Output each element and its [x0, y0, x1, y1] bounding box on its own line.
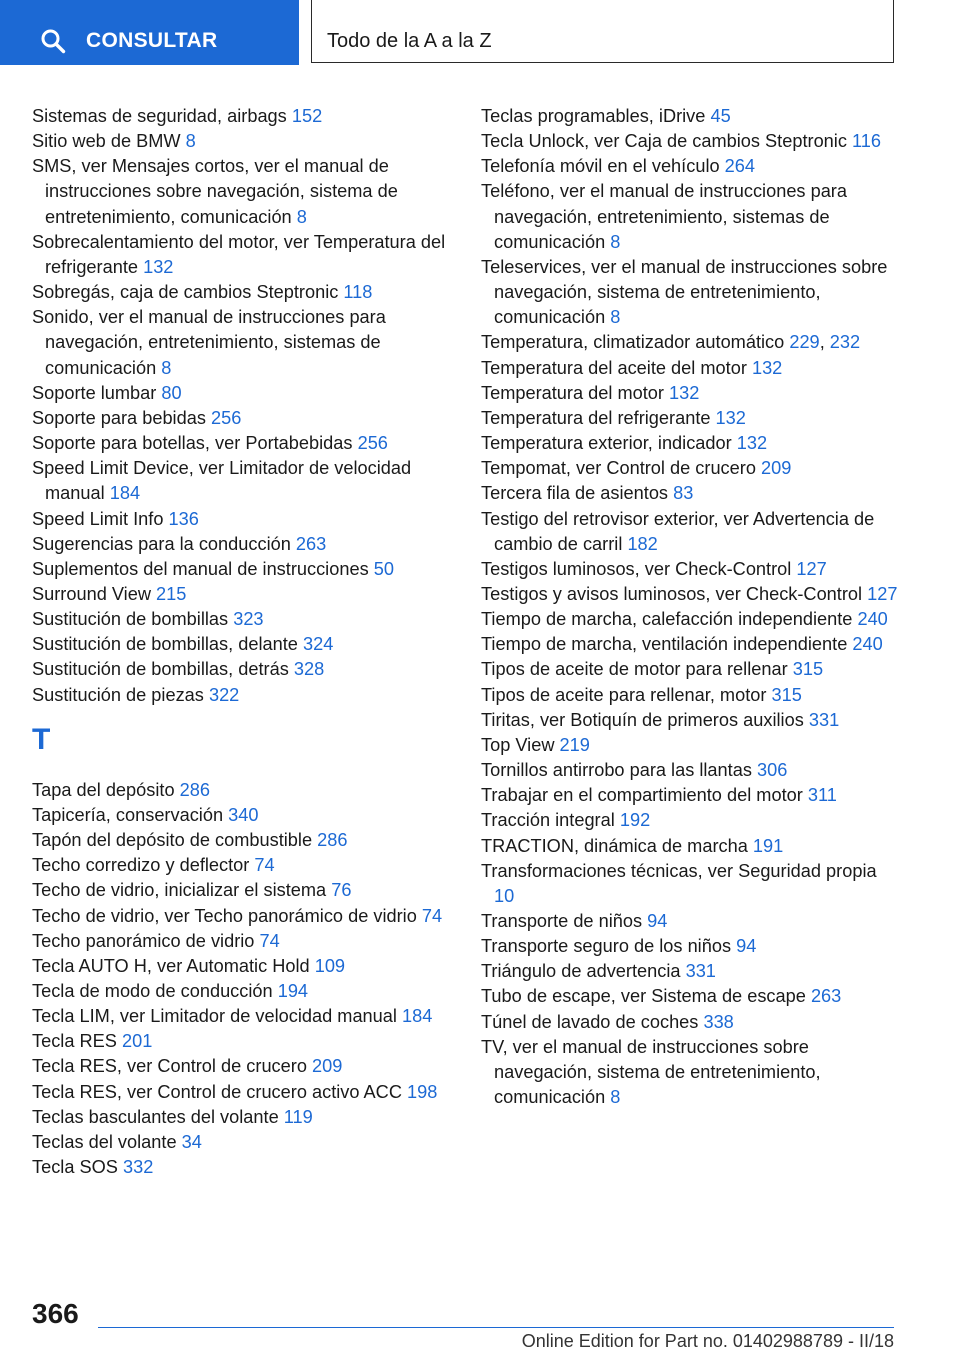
entry-text: Tracción integral — [481, 810, 615, 831]
index-entry — [481, 1035, 901, 1110]
index-entry — [32, 532, 452, 557]
index-entry — [32, 1029, 452, 1054]
index-group-s — [32, 104, 452, 708]
index-entry — [481, 255, 901, 330]
index-entry — [481, 708, 901, 733]
page-link[interactable]: 191 — [752, 835, 784, 856]
entry-text: Tiempo de marcha, calefacción independiente — [481, 609, 853, 630]
page-link[interactable]: 338 — [703, 1011, 734, 1032]
page-link[interactable]: 34 — [181, 1131, 202, 1152]
page-link[interactable]: 83 — [673, 483, 694, 504]
consultar-tab-label: CONSULTAR — [86, 29, 218, 52]
page-link[interactable]: 8 — [185, 131, 196, 152]
entry-text: Teléfono, ver el manual de instrucciones para navegación, entretenimiento, sistemas de comunicación — [481, 181, 847, 252]
index-entry — [32, 1155, 452, 1180]
entry-text: Sistemas de seguridad, airbags — [32, 106, 287, 126]
entry-text: Tiempo de marcha, ventilación independiente — [481, 634, 848, 655]
entry-text: Telefonía móvil en el vehículo — [481, 156, 720, 177]
entry-text: Testigos luminosos, ver Check-Control — [481, 558, 792, 579]
page-link[interactable]: 132 — [736, 433, 768, 454]
entry-text: Sustitución de bombillas — [32, 609, 229, 630]
entry-text: Sustitución de piezas — [32, 684, 204, 705]
page-link[interactable]: 311 — [807, 785, 837, 806]
entry-text: Techo corredizo y deflector — [32, 855, 250, 876]
index-entry — [481, 808, 901, 833]
entry-text: Tecla de modo de conducción — [32, 981, 273, 1001]
entry-text: Sitio web de BMW — [32, 131, 181, 152]
index-entry — [32, 878, 452, 903]
index-entry — [32, 607, 452, 632]
page-link[interactable]: 8 — [161, 357, 172, 378]
entry-text: Sugerencias para la conducción — [32, 533, 291, 554]
entry-text: TV, ver el manual de instrucciones sobre navegación, sistema de entretenimiento, comunicación — [481, 1036, 821, 1108]
index-entry — [481, 758, 901, 783]
index-column-right — [481, 104, 901, 1110]
page-link[interactable]: 116 — [852, 131, 881, 152]
edition-note: Online Edition for Part no. 01402988789 - II/18 — [521, 1331, 894, 1351]
index-entry — [32, 828, 452, 853]
entry-text: Tercera fila de asientos — [481, 483, 669, 504]
index-entry — [32, 154, 452, 229]
index-entry — [32, 305, 452, 380]
index-entry — [481, 406, 901, 431]
index-entry — [32, 1054, 452, 1079]
index-entry — [32, 1004, 452, 1029]
index-entry — [481, 984, 901, 1009]
entry-text: Temperatura del motor — [481, 382, 664, 403]
entry-text: Temperatura del aceite del motor — [481, 357, 747, 378]
page-link[interactable]: 8 — [610, 307, 621, 328]
page-link[interactable]: 331 — [685, 961, 716, 982]
entry-text: Techo de vidrio, ver Techo panorámico de vidrio — [32, 905, 417, 926]
entry-text: Sobregás, caja de cambios Steptronic — [32, 282, 339, 303]
footer-divider — [98, 1327, 894, 1328]
entry-text: Soporte lumbar — [32, 382, 157, 403]
index-entry — [32, 456, 452, 506]
index-entry — [32, 129, 452, 154]
entry-text: Testigo del retrovisor exterior, ver Advertencia de cambio de carril — [481, 508, 875, 554]
entry-text: Sustitución de bombillas, delante — [32, 634, 298, 655]
entry-text: Triángulo de advertencia — [481, 961, 681, 982]
entry-text: Temperatura exterior, indicador — [481, 433, 732, 454]
index-entry — [481, 683, 901, 708]
entry-text: Transporte seguro de los niños — [481, 936, 732, 957]
index-entry — [32, 280, 452, 305]
page-link[interactable]: 80 — [161, 382, 182, 403]
index-entry — [481, 959, 901, 984]
index-entry — [32, 778, 452, 803]
page-link[interactable]: 286 — [179, 779, 210, 800]
page-link[interactable]: 184 — [402, 1006, 433, 1027]
index-entry — [481, 582, 901, 607]
index-entry — [481, 557, 901, 582]
page-link[interactable]: 8 — [296, 206, 307, 227]
entry-text: Soporte para bebidas — [32, 407, 206, 428]
index-entry — [32, 557, 452, 582]
entry-text: Speed Limit Info — [32, 508, 164, 529]
page-link[interactable]: 328 — [293, 659, 325, 680]
page-link[interactable]: 215 — [156, 583, 187, 604]
entry-text: Sustitución de bombillas, detrás — [32, 659, 289, 680]
entry-text: Túnel de lavado de coches — [481, 1011, 699, 1032]
entry-text: Tapicería, conservación — [32, 804, 224, 825]
page-link[interactable]: 201 — [121, 1031, 153, 1052]
index-entry — [481, 657, 901, 682]
entry-text: Tapa del depósito — [32, 779, 175, 800]
page-link[interactable]: 263 — [295, 533, 327, 554]
page-link[interactable]: 192 — [619, 810, 651, 831]
entry-text: Tecla RES — [32, 1031, 117, 1052]
index-entry — [481, 456, 901, 481]
index-entry — [32, 406, 452, 431]
entry-text: Tecla Unlock, ver Caja de cambios Steptronic — [481, 131, 847, 152]
entry-text: Tempomat, ver Control de crucero — [481, 458, 756, 479]
entry-text: Tubo de escape, ver Sistema de escape — [481, 986, 806, 1007]
index-entry — [32, 904, 452, 929]
page-link[interactable]: 232 — [829, 332, 861, 353]
page-link[interactable]: 306 — [757, 760, 788, 781]
entry-text: Tipos de aceite para rellenar, motor — [481, 684, 767, 705]
entry-text: Tapón del depósito de combustible — [32, 830, 313, 851]
entry-text: Techo panorámico de vidrio — [32, 930, 255, 951]
page-link[interactable]: 74 — [254, 855, 275, 876]
page-link[interactable]: 45 — [710, 106, 731, 126]
entry-text: Tecla RES, ver Control de crucero activo ACC — [32, 1081, 402, 1102]
page-link[interactable]: 127 — [796, 558, 827, 579]
page-link[interactable]: 331 — [808, 709, 840, 730]
entry-text: Surround View — [32, 583, 151, 604]
entry-text: Temperatura, climatizador automático — [481, 332, 785, 353]
page-link[interactable]: 8 — [610, 231, 621, 252]
index-entry — [32, 507, 452, 532]
page-link[interactable]: 240 — [852, 634, 883, 655]
page-link[interactable]: 229 — [789, 332, 820, 353]
page-link[interactable]: 94 — [647, 911, 668, 931]
page-link[interactable]: 315 — [771, 684, 802, 705]
entry-text: Sobrecalentamiento del motor, ver Temperatura del refrigerante — [32, 231, 446, 277]
page-link[interactable]: 74 — [259, 930, 280, 951]
page-link[interactable]: 182 — [627, 533, 658, 554]
page-link[interactable]: 94 — [736, 936, 757, 957]
page-link[interactable]: 340 — [228, 804, 259, 825]
index-entry — [481, 381, 901, 406]
page-link[interactable]: 132 — [751, 357, 783, 378]
entry-text: Tecla LIM, ver Limitador de velocidad manual — [32, 1006, 397, 1027]
index-entry — [481, 1010, 901, 1035]
page-link[interactable]: 256 — [210, 407, 242, 428]
entry-text: Teclas del volante — [32, 1131, 177, 1152]
page-link[interactable]: 152 — [291, 106, 323, 126]
entry-text: SMS, ver Mensajes cortos, ver el manual de instrucciones sobre navegación, sistema de entretenimiento, comunicación — [32, 156, 398, 227]
page-link[interactable]: 286 — [317, 830, 348, 851]
page-link[interactable]: 119 — [283, 1106, 313, 1127]
entry-text: Top View — [481, 734, 555, 755]
index-entry — [481, 179, 901, 254]
page-link[interactable]: 76 — [331, 880, 352, 901]
entry-text: Teleservices, ver el manual de instrucciones sobre navegación, sistema de entretenimiento, comunicación — [481, 256, 888, 328]
page-link[interactable]: 240 — [857, 609, 888, 630]
page-link[interactable]: 10 — [494, 885, 515, 906]
index-entry — [32, 1080, 452, 1105]
entry-text: Sonido, ver el manual de instrucciones para navegación, entretenimiento, sistemas de comunicación — [32, 307, 386, 378]
page-link[interactable]: 323 — [233, 609, 264, 630]
entry-text: Teclas programables, iDrive — [481, 106, 706, 126]
page-link[interactable]: 132 — [143, 256, 174, 277]
index-entry — [481, 507, 901, 557]
index-entry — [481, 129, 901, 154]
entry-text: Speed Limit Device, ver Limitador de velocidad manual — [32, 458, 412, 504]
index-entry — [32, 104, 452, 129]
page-number: 366 — [32, 1298, 79, 1329]
page-link[interactable]: 264 — [724, 156, 756, 177]
entry-text: Tipos de aceite de motor para rellenar — [481, 659, 788, 680]
index-entry — [481, 783, 901, 808]
index-entry — [32, 632, 452, 657]
index-entry — [32, 803, 452, 828]
page-link[interactable]: 74 — [421, 905, 443, 926]
section-title: Todo de la A a la Z — [327, 30, 492, 52]
page-link[interactable]: 324 — [302, 634, 334, 655]
index-entry — [32, 582, 452, 607]
entry-text: Techo de vidrio, inicializar el sistema — [32, 880, 327, 901]
entry-text: Tecla SOS — [32, 1157, 118, 1178]
page-link[interactable]: 118 — [343, 282, 373, 303]
index-entry: Temperatura, climatizador automático 229, 232 — [481, 332, 861, 353]
page-link[interactable]: 209 — [312, 1056, 343, 1077]
page-link[interactable]: 322 — [208, 684, 240, 705]
index-group-t — [32, 778, 452, 1181]
entry-text: Temperatura del refrigerante — [481, 407, 711, 428]
page-link[interactable]: 219 — [559, 734, 590, 755]
index-entry — [481, 356, 901, 381]
index-entry — [481, 934, 901, 959]
page-link[interactable]: 8 — [610, 1087, 621, 1108]
index-entry — [32, 954, 452, 979]
index-entry — [32, 1105, 452, 1130]
page-link[interactable]: 132 — [715, 407, 746, 428]
index-entry — [481, 154, 901, 179]
index-entry — [481, 481, 901, 506]
index-entry — [481, 733, 901, 758]
page-link[interactable]: 198 — [407, 1081, 438, 1102]
entry-text: Tornillos antirrobo para las llantas — [481, 760, 752, 781]
entry-text: Transporte de niños — [481, 911, 643, 931]
index-entry — [32, 683, 452, 708]
index-column-left — [32, 104, 452, 1180]
page-link[interactable]: 132 — [669, 382, 700, 403]
entry-text: TRACTION, dinámica de marcha — [481, 835, 748, 856]
entry-text: Suplementos del manual de instrucciones — [32, 558, 369, 579]
entry-text: Transformaciones técnicas, ver Seguridad propia — [481, 860, 877, 881]
entry-text: Testigos y avisos luminosos, ver Check-Control — [481, 583, 863, 604]
index-entry — [481, 632, 901, 657]
page-link[interactable]: 50 — [373, 558, 394, 579]
index-entry — [481, 607, 901, 632]
page-link[interactable]: 194 — [277, 981, 309, 1001]
index-entry — [32, 929, 452, 954]
search-icon — [40, 28, 66, 54]
page-link[interactable]: 184 — [109, 483, 141, 504]
entry-text: Tecla AUTO H, ver Automatic Hold — [32, 955, 310, 976]
consultar-tab[interactable] — [0, 0, 299, 65]
index-entry — [481, 431, 901, 456]
entry-text: Tecla RES, ver Control de crucero — [32, 1056, 307, 1077]
index-entry — [32, 1130, 452, 1155]
index-entry — [32, 979, 452, 1004]
page-link[interactable]: 332 — [122, 1157, 154, 1178]
page-link[interactable]: 127 — [867, 583, 898, 604]
index-entry — [32, 381, 452, 406]
entry-text: Trabajar en el compartimiento del motor — [481, 785, 803, 806]
page-link[interactable]: 209 — [761, 458, 792, 479]
index-entry — [32, 431, 452, 456]
section-letter-heading: T — [32, 722, 51, 756]
section-title-tab[interactable] — [311, 0, 894, 63]
index-entry — [481, 909, 901, 934]
page-link[interactable]: 263 — [810, 986, 842, 1007]
page-link[interactable]: 256 — [357, 433, 388, 454]
page-link[interactable]: 136 — [168, 508, 199, 529]
index-entry — [32, 853, 452, 878]
index-entry — [481, 834, 901, 859]
entry-text: Tiritas, ver Botiquín de primeros auxilios — [481, 709, 804, 730]
page-link[interactable]: 315 — [792, 659, 824, 680]
entry-text: Teclas basculantes del volante — [32, 1106, 279, 1127]
entry-text: Soporte para botellas, ver Portabebidas — [32, 433, 353, 454]
index-entry — [481, 859, 901, 909]
index-entry — [32, 657, 452, 682]
index-entry — [32, 230, 452, 280]
index-entry — [481, 104, 901, 129]
page-link[interactable]: 109 — [314, 955, 346, 976]
